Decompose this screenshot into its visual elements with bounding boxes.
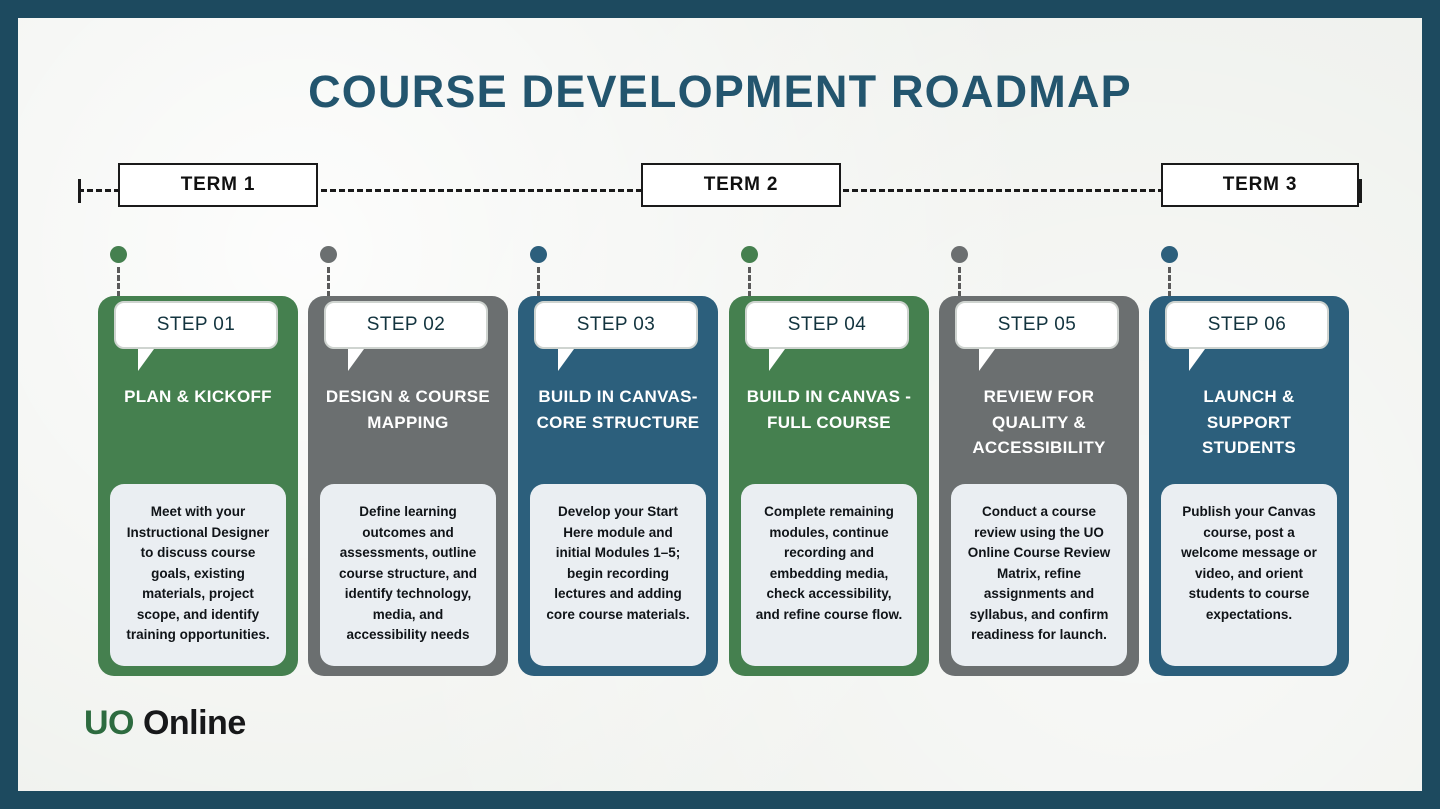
connector-1 [98,246,138,297]
step-label-6: STEP 06 [1165,301,1329,349]
step-body-2: Define learning outcomes and assessments, outline course structure, and identify technology, media, and accessibility needs [320,484,496,666]
page-title: COURSE DEVELOPMENT ROADMAP [308,66,1132,117]
step-card-6 [1149,296,1349,676]
step-label-1: STEP 01 [114,301,278,349]
connector-2 [308,246,348,297]
step-label-2: STEP 02 [324,301,488,349]
step-card-2 [308,296,508,676]
uo-online-logo [84,704,246,743]
step-heading-6: LAUNCH & SUPPORT STUDENTS [1201,387,1296,457]
milestone-dot-4 [741,246,758,263]
term-box-3: TERM 3 [1161,163,1359,207]
milestone-dot-1 [110,246,127,263]
logo-text-online: Online [142,704,246,742]
step-body-4: Complete remaining modules, continue recording and embedding media, check accessibility, and refine course flow. [741,484,917,666]
step-heading-1: PLAN & KICKOFF [124,387,272,406]
step-heading-4: BUILD IN CANVAS - FULL COURSE [746,387,912,432]
step-label-5: STEP 05 [955,301,1119,349]
step-card-4 [729,296,929,676]
milestone-dot-5 [951,246,968,263]
step-body-6: Publish your Canvas course, post a welcome message or video, and orient students to course expectations. [1161,484,1337,666]
step-body-1: Meet with your Instructional Designer to discuss course goals, existing materials, project scope, and identify training opportunities. [110,484,286,666]
connector-5 [939,246,979,297]
connector-stem-5 [958,267,961,297]
step-card-1 [98,296,298,676]
milestone-dot-3 [530,246,547,263]
step-body-5: Conduct a course review using the UO Online Course Review Matrix, refine assignments and syllabus, and confirm readiness for launch. [951,484,1127,666]
connector-6 [1149,246,1189,297]
logo-text-uo: UO [84,704,134,742]
milestone-dot-6 [1161,246,1178,263]
term-box-2: TERM 2 [641,163,841,207]
step-label-3: STEP 03 [534,301,698,349]
step-card-5 [939,296,1139,676]
term-timeline [78,163,1362,219]
step-body-3: Develop your Start Here module and initial Modules 1–5; begin recording lectures and adding core course materials. [530,484,706,666]
connector-stem-4 [748,267,751,297]
connector-stem-2 [327,267,330,297]
connector-stem-1 [117,267,120,297]
step-card-3 [518,296,718,676]
step-label-4: STEP 04 [745,301,909,349]
step-heading-5: REVIEW FOR QUALITY & ACCESSIBILITY [972,387,1106,457]
timeline-end-cap-right [1359,179,1362,203]
connector-4 [729,246,769,297]
term-box-1: TERM 1 [118,163,318,207]
milestone-dot-2 [320,246,337,263]
timeline-end-cap-left [78,179,81,203]
poster-canvas [18,18,1422,791]
connector-stem-6 [1168,267,1171,297]
connector-3 [518,246,558,297]
step-heading-3: BUILD IN CANVAS- CORE STRUCTURE [536,387,700,432]
step-heading-2: DESIGN & COURSE MAPPING [325,387,491,432]
connector-stem-3 [537,267,540,297]
